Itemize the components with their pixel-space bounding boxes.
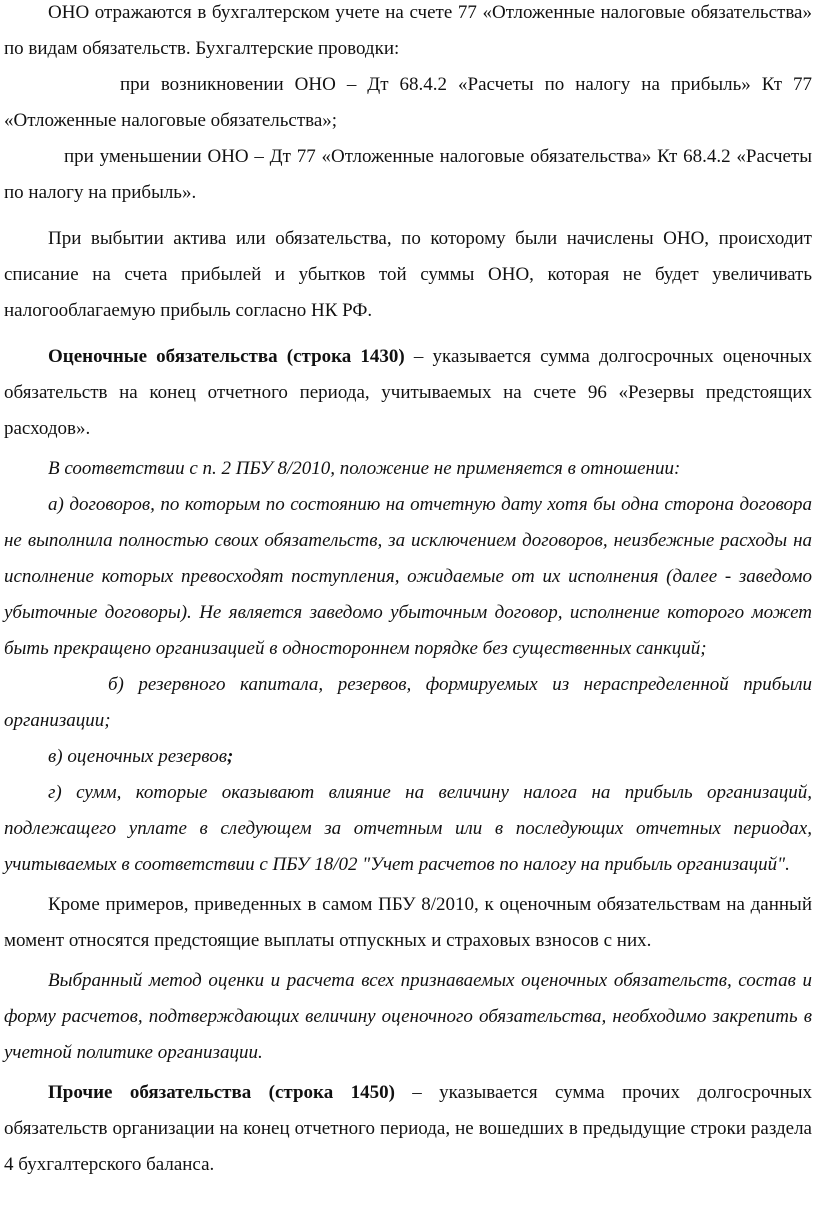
list-item-g: г) сумм, которые оказывают влияние на величину налога на прибыль организаций, подлежащего уплате в следующем за отчетным или в последующих отчетных периодах, учитываемых в соответствии с ПБУ 18/02 "Учет расчетов по налогу на прибыль организаций". [4, 782, 812, 875]
line-1450-description: – указывается сумма прочих долгосрочных обязательств организации на конец отчетного периода, не вошедших в предыдущие строки раздела 4 бухгалтерского баланса. [4, 1082, 813, 1175]
paragraph-ono-decrease-entry: при уменьшении ОНО – Дт 77 «Отложенные налоговые обязательства» Кт 68.4.2 «Расчеты по налогу на прибыль». [4, 146, 812, 203]
list-item-b: б) резервного капитала, резервов, формируемых из нераспределенной прибыли организации; [4, 674, 812, 731]
line-1430-description: – указывается сумма долгосрочных оценочных обязательств на конец отчетного периода, учитываемых на счете 96 «Резервы предстоящих расходов». [4, 346, 812, 439]
heading-line-1430: Оценочные обязательства (строка 1430) [48, 346, 405, 367]
list-item-v-semicolon: ; [226, 746, 234, 767]
paragraph-line-1430 [4, 339, 812, 447]
list-item-v [4, 739, 812, 775]
paragraph-pbu-scope: В соответствии с п. 2 ПБУ 8/2010, положение не применяется в отношении: [48, 458, 681, 479]
paragraph-examples: Кроме примеров, приведенных в самом ПБУ 8/2010, к оценочным обязательствам на данный момент относятся предстоящие выплаты отпускных и страховых взносов с них. [4, 894, 812, 951]
list-item-v-text: в) оценочных резервов [48, 746, 227, 767]
list-item-a: а) договоров, по которым по состоянию на отчетную дату хотя бы одна сторона договора не выполнила полностью своих обязательств, за исключением договоров, неизбежные расходы на исполнение которых превосходят поступления, ожидаемые от их исполнения (далее - заведомо убыточные договоры). Не является заведомо убыточным договор, исполнение которого может быть прекращено организацией в одностороннем порядке без существенных санкций; [4, 494, 812, 659]
heading-line-1450: Прочие обязательства (строка 1450) [48, 1082, 395, 1103]
paragraph-ono-accounting: ОНО отражаются в бухгалтерском учете на счете 77 «Отложенные налоговые обязательства» по видам обязательств. Бухгалтерские проводки: [4, 2, 812, 59]
paragraph-accounting-policy: Выбранный метод оценки и расчета всех признаваемых оценочных обязательств, состав и форму расчетов, подтверждающих величину оценочного обязательства, необходимо закрепить в учетной политике организации. [4, 970, 812, 1063]
paragraph-ono-increase-entry [4, 67, 812, 139]
entry-increase-text: при возникновении ОНО – Дт 68.4.2 «Расчеты по налогу на прибыль» Кт 77 «Отложенные налоговые обязательства»; [4, 74, 812, 131]
paragraph-line-1450 [4, 1075, 812, 1183]
paragraph-asset-disposal: При выбытии актива или обязательства, по которому были начислены ОНО, происходит списание на счета прибылей и убытков той суммы ОНО, которая не будет увеличивать налогооблагаемую прибыль согласно НК РФ. [4, 228, 812, 321]
